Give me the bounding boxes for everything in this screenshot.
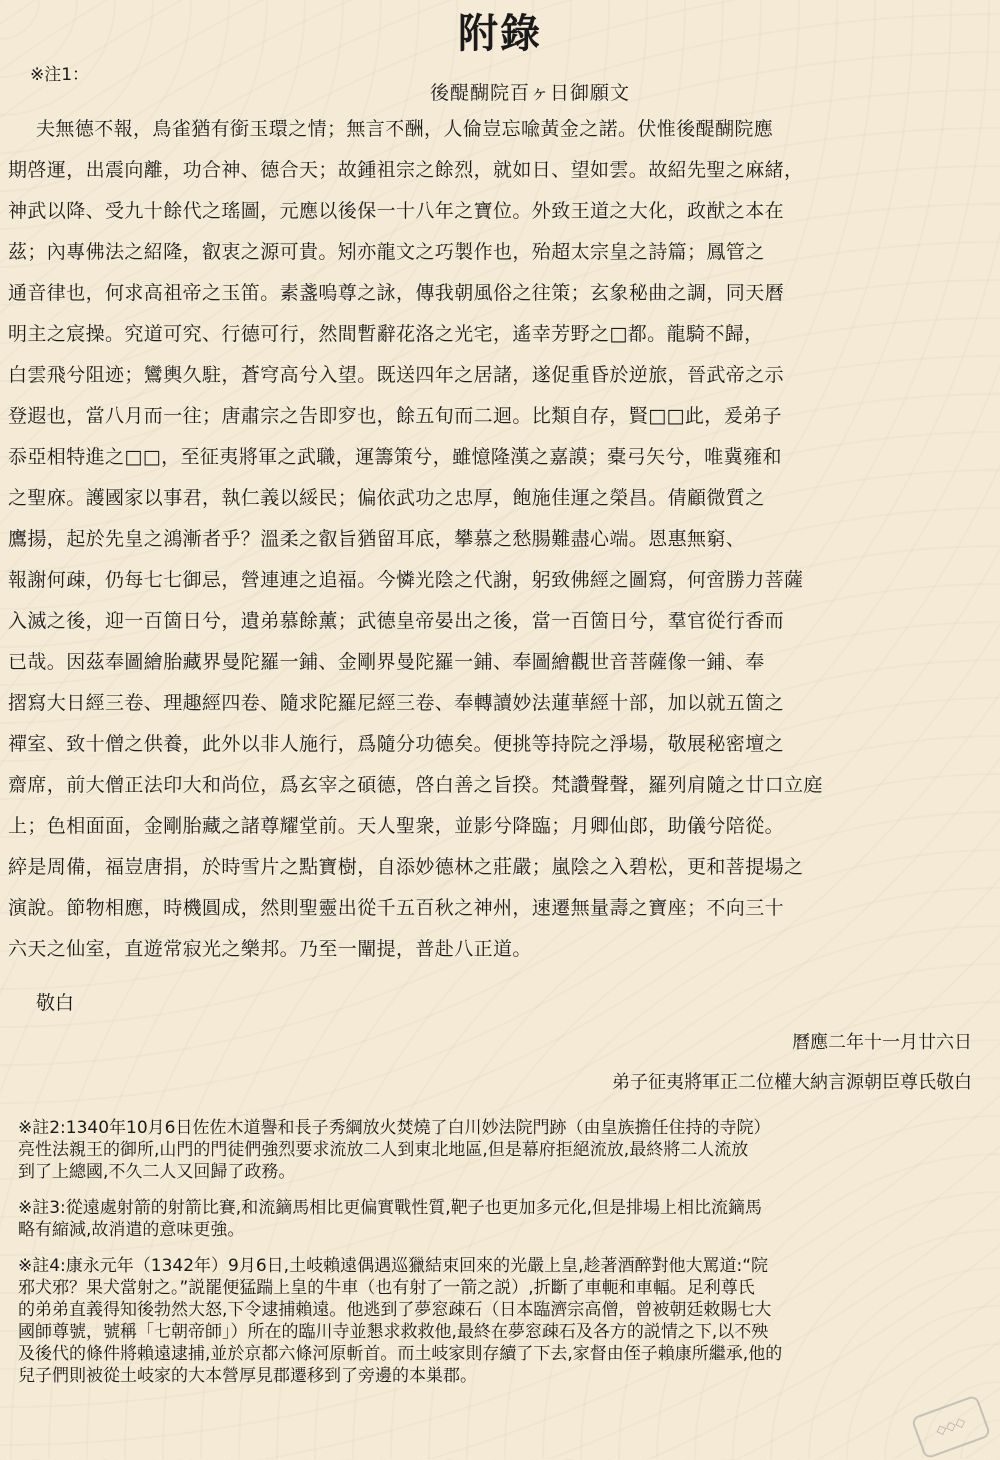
watermark-logo: ◇◇◇ xyxy=(911,1394,992,1459)
body-line: 已哉。因茲奉圖繪胎藏界曼陀羅一鋪、金剛界曼陀羅一鋪、奉圖繪觀世音菩薩像一鋪、奉 xyxy=(8,651,765,673)
note1-label: ※注1： xyxy=(30,65,90,85)
body-line: 上；色相面面，金剛胎藏之諸尊耀堂前。天人聖衆，並影兮降臨；月卿仙郎，助儀兮陪從。 xyxy=(8,815,785,837)
note-line: ※註4:康永元年（1342年）9月6日,土岐賴遠偶遇巡獵結束回來的光嚴上皇,趁著酒醉對他大罵道:“院 xyxy=(18,1256,769,1276)
body-line: 鷹揚，起於先皇之鴻漸者乎？溫柔之叡旨猶留耳底，攀慕之愁腸難盡心端。恩惠無窮、 xyxy=(8,528,746,550)
body-line: 摺寫大日經三卷、理趣經四卷、隨求陀羅尼經三卷、奉轉讀妙法蓮華經十部，加以就五箇之 xyxy=(8,692,785,714)
body-line: 茲；內專佛法之紹隆，叡衷之源可貴。矧亦龍文之巧製作也，殆超太宗皇之詩篇；鳳管之 xyxy=(8,241,765,263)
note-line: ※註3:從遠處射箭的射箭比賽,和流鏑馬相比更偏實戰性質,靶子也更加多元化,但是排場上相比流鏑馬 xyxy=(18,1198,762,1218)
closing-salutation: 敬白 xyxy=(36,992,75,1014)
body-line: 夫無德不報，鳥雀猶有銜玉環之情；無言不酬，人倫豈忘喩黃金之諾。伏惟後醍醐院應 xyxy=(36,118,774,140)
note-line: 亮性法親王的御所,山門的門徒們強烈要求流放二人到東北地區,但是幕府拒絕流放,最終將二人流放 xyxy=(18,1140,749,1160)
body-line: 入滅之後，迎一百箇日兮，遺弟慕餘薰；武德皇帝晏出之後，當一百箇日兮，羣官從行香而 xyxy=(8,610,785,632)
body-line: 六天之仙室，直遊常寂光之樂邦。乃至一闡提，普赴八正道。 xyxy=(8,938,532,960)
note-line: 及後代的條件將賴遠逮捕,並於京都六條河原斬首。而土岐家則存續了下去,家督由侄子賴康所繼承,他的 xyxy=(18,1344,783,1364)
note-line: 略有縮減,故消遣的意味更強。 xyxy=(18,1220,245,1240)
note-line: 到了上總國,不久二人又回歸了政務。 xyxy=(18,1162,296,1182)
body-line: 忝亞相特進之□□，至征夷將軍之武職，運籌策兮，雖憶隆漢之嘉謨；橐弓矢兮，唯冀雍和 xyxy=(8,446,782,468)
note-4 xyxy=(18,1255,978,1387)
body-line: 通音律也，何求高祖帝之玉笛。素盞嗚尊之詠，傳我朝風俗之往策；玄象秘曲之調，同天曆 xyxy=(8,282,785,304)
document-title: 後醍醐院百ヶ日御願文 xyxy=(429,82,630,104)
note-line: 的弟弟直義得知後勃然大怒,下令逮捕賴遠。他逃到了夢窓疎石（日本臨濟宗高僧，曾被朝廷敕賜七大 xyxy=(18,1300,772,1320)
body-line: 綷是周備，福豈唐捐，於時雪片之點寶樹，自添妙德林之莊嚴；嵐陰之入碧松，更和菩提場之 xyxy=(8,856,804,878)
body-line: 報謝何疎，仍每七七御忌，營連連之追福。今憐光陰之代謝，躬致佛經之圖寫，何啻勝力菩薩 xyxy=(8,569,804,591)
note-line: 兒子們則被從土岐家的大本營厚見郡遷移到了旁邊的本巣郡。 xyxy=(18,1366,477,1386)
document-date: 曆應二年十一月廿六日 xyxy=(792,1032,972,1053)
note-line: 國師尊號，號稱「七朝帝師」）所在的臨川寺並懇求救救他,最終在夢窓疎石及各方的説情之下,以不殃 xyxy=(18,1322,769,1342)
body-line: 神武以降、受九十餘代之瑤圖，元應以後保一十八年之寶位。外致王道之大化，政猷之本在 xyxy=(8,200,785,222)
document-signature: 弟子征夷將軍正二位權大納言源朝臣尊氏敬白 xyxy=(612,1072,972,1093)
page-title: 附錄 xyxy=(458,11,542,57)
body-line: 白雲飛兮阻迹；鸞輿久駐，蒼穹高兮入望。既送四年之居諸，遂促重昏於逆旅，晉武帝之示 xyxy=(8,364,785,386)
body-line: 齋席，前大僧正法印大和尚位，爲玄宰之碩德，啓白善之旨揆。梵讚聲聲，羅列肩隨之廿口立庭 xyxy=(8,774,823,796)
note-line: ※註2:1340年10月6日佐佐木道譽和長子秀綱放火焚燒了白川妙法院門跡（由皇族擔任住持的寺院） xyxy=(18,1118,771,1138)
body-line: 登遐也，當八月而一往；唐肅宗之告即穸也，餘五旬而二迴。比類自存，賢□□此，爰弟子 xyxy=(8,405,782,427)
body-line: 明主之宸操。究道可究、行德可行，然間暫辭花洛之光宅，遙幸芳野之□都。龍騎不歸， xyxy=(8,323,764,345)
body-line: 禪室、致十僧之供養，此外以非人施行，爲隨分功德矣。便挑等持院之淨場，敬展秘密壇之 xyxy=(8,733,785,755)
note-line: 邪犬邪？果犬當射之。”説罷便猛踹上皇的牛車（也有射了一箭之説）,折斷了車軛和車輻。足利尊氏 xyxy=(18,1278,755,1298)
body-line: 期啓運，出震向離，功合神、德合天；故鍾祖宗之餘烈，就如日、望如雲。故紹先聖之麻緒， xyxy=(8,159,804,181)
body-line: 之聖庥。護國家以事君，執仁義以綏民；偏依武功之忠厚，飽施佳運之榮昌。倩顧微質之 xyxy=(8,487,765,509)
notes-section xyxy=(18,1117,978,1401)
body-line: 演說。節物相應，時機圓成，然則聖靈出從千五百秋之神州，速遷無量壽之寶座；不向三十 xyxy=(8,897,785,919)
note-3 xyxy=(18,1197,978,1241)
note-2 xyxy=(18,1117,978,1183)
